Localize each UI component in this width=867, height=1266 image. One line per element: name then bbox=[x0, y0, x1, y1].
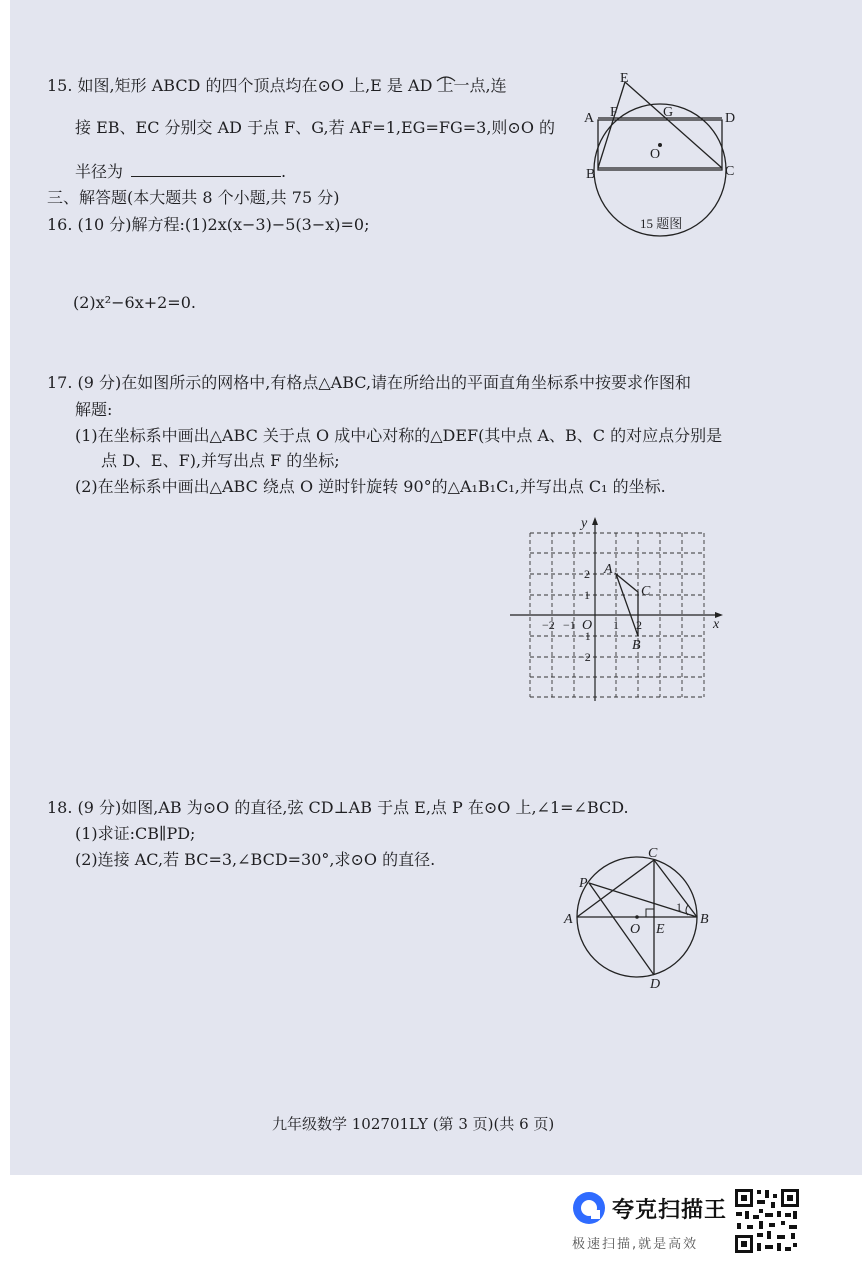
label-e: E bbox=[620, 71, 629, 86]
point-a-label: A bbox=[604, 562, 613, 577]
q18-line2: (1)求证:CB∥PD; bbox=[75, 824, 196, 843]
q17-line2: 解题: bbox=[75, 400, 113, 419]
label-d: D bbox=[650, 977, 661, 992]
tick-x-neg1: −1 bbox=[563, 618, 576, 632]
label-c: C bbox=[725, 164, 735, 179]
label-a: A bbox=[584, 111, 595, 126]
q15-line3-end: . bbox=[281, 162, 287, 181]
angle-1-label: 1 bbox=[676, 900, 682, 914]
q17-line1: 17. (9 分)在如图所示的网格中,有格点△ABC,请在所给出的平面直角坐标系中按要求作图和 bbox=[47, 373, 692, 392]
q18-line3: (2)连接 AC,若 BC=3,∠BCD=30°,求⊙O 的直径. bbox=[75, 850, 436, 869]
origin-label: O bbox=[582, 618, 593, 633]
label-g: G bbox=[663, 105, 674, 120]
tick-x-neg2: −2 bbox=[542, 618, 555, 632]
scanner-watermark bbox=[0, 1175, 867, 1266]
q17-line4: 点 D、E、F),并写出点 F 的坐标; bbox=[101, 451, 340, 470]
q16-line1: 16. (10 分)解方程:(1)2x(x−3)−5(3−x)=0; bbox=[47, 215, 370, 234]
label-o: O bbox=[630, 922, 641, 937]
label-f: F bbox=[610, 105, 618, 120]
triangle-abc bbox=[616, 574, 638, 636]
q15-figure bbox=[578, 70, 748, 240]
q15-line3-text: 半径为 bbox=[75, 162, 124, 181]
q17-line3: (1)在坐标系中画出△ABC 关于点 O 成中心对称的△DEF(其中点 A、B、C 的对应点分别是 bbox=[75, 426, 723, 445]
q15-line1: 15. 如图,矩形 ABCD 的四个顶点均在⊙O 上,E 是 AD 上一点,连 bbox=[47, 76, 507, 95]
qr-code-icon[interactable] bbox=[733, 1187, 801, 1255]
section-title: 三、解答题(本大题共 8 个小题,共 75 分) bbox=[47, 188, 340, 207]
scanner-name: 夸克扫描王 bbox=[612, 1198, 728, 1223]
q15-line3 bbox=[75, 162, 286, 182]
point-b-label: B bbox=[632, 638, 641, 653]
q15-line2: 接 EB、EC 分别交 AD 于点 F、G,若 AF=1,EG=FG=3,则⊙O 的 bbox=[75, 118, 556, 137]
label-e: E bbox=[656, 922, 665, 937]
label-a: A bbox=[564, 912, 573, 927]
scanner-slogan: 极速扫描,就是高效 bbox=[572, 1237, 699, 1252]
point-c-label: C bbox=[641, 584, 651, 599]
q18-figure bbox=[560, 845, 720, 995]
label-p: P bbox=[579, 876, 588, 891]
tick-y-neg1: −1 bbox=[578, 629, 591, 643]
answer-blank[interactable] bbox=[131, 162, 281, 177]
q18-line1: 18. (9 分)如图,AB 为⊙O 的直径,弦 CD⊥AB 于点 E,点 P 在⊙O 上,∠1=∠BCD. bbox=[47, 798, 629, 817]
q17-line5: (2)在坐标系中画出△ABC 绕点 O 逆时针旋转 90°的△A₁B₁C₁,并写出点 C₁ 的坐标. bbox=[75, 477, 666, 496]
label-d: D bbox=[725, 111, 736, 126]
segment-ac bbox=[577, 860, 654, 917]
x-axis-label: x bbox=[713, 617, 720, 632]
label-b: B bbox=[700, 912, 709, 927]
q16-line2: (2)x²−6x+2=0. bbox=[73, 293, 196, 312]
quark-logo-icon bbox=[570, 1189, 608, 1227]
segment-pd bbox=[589, 883, 654, 975]
tick-y-1: 1 bbox=[584, 588, 590, 602]
tick-y-neg2: −2 bbox=[578, 650, 591, 664]
arc-mark bbox=[434, 72, 458, 82]
label-o: O bbox=[650, 147, 661, 162]
fig-caption: 15 题图 bbox=[640, 216, 683, 231]
label-c: C bbox=[648, 846, 658, 861]
center-point bbox=[635, 915, 639, 919]
tick-y-2: 2 bbox=[584, 567, 590, 581]
segment-eb bbox=[598, 82, 625, 168]
tick-x-1: 1 bbox=[613, 618, 619, 632]
q17-grid-figure bbox=[505, 515, 735, 705]
label-b: B bbox=[586, 167, 596, 182]
y-axis-label: y bbox=[581, 516, 588, 531]
tick-x-2: 2 bbox=[636, 618, 642, 632]
page-footer: 九年级数学 102701LY (第 3 页)(共 6 页) bbox=[272, 1115, 555, 1133]
